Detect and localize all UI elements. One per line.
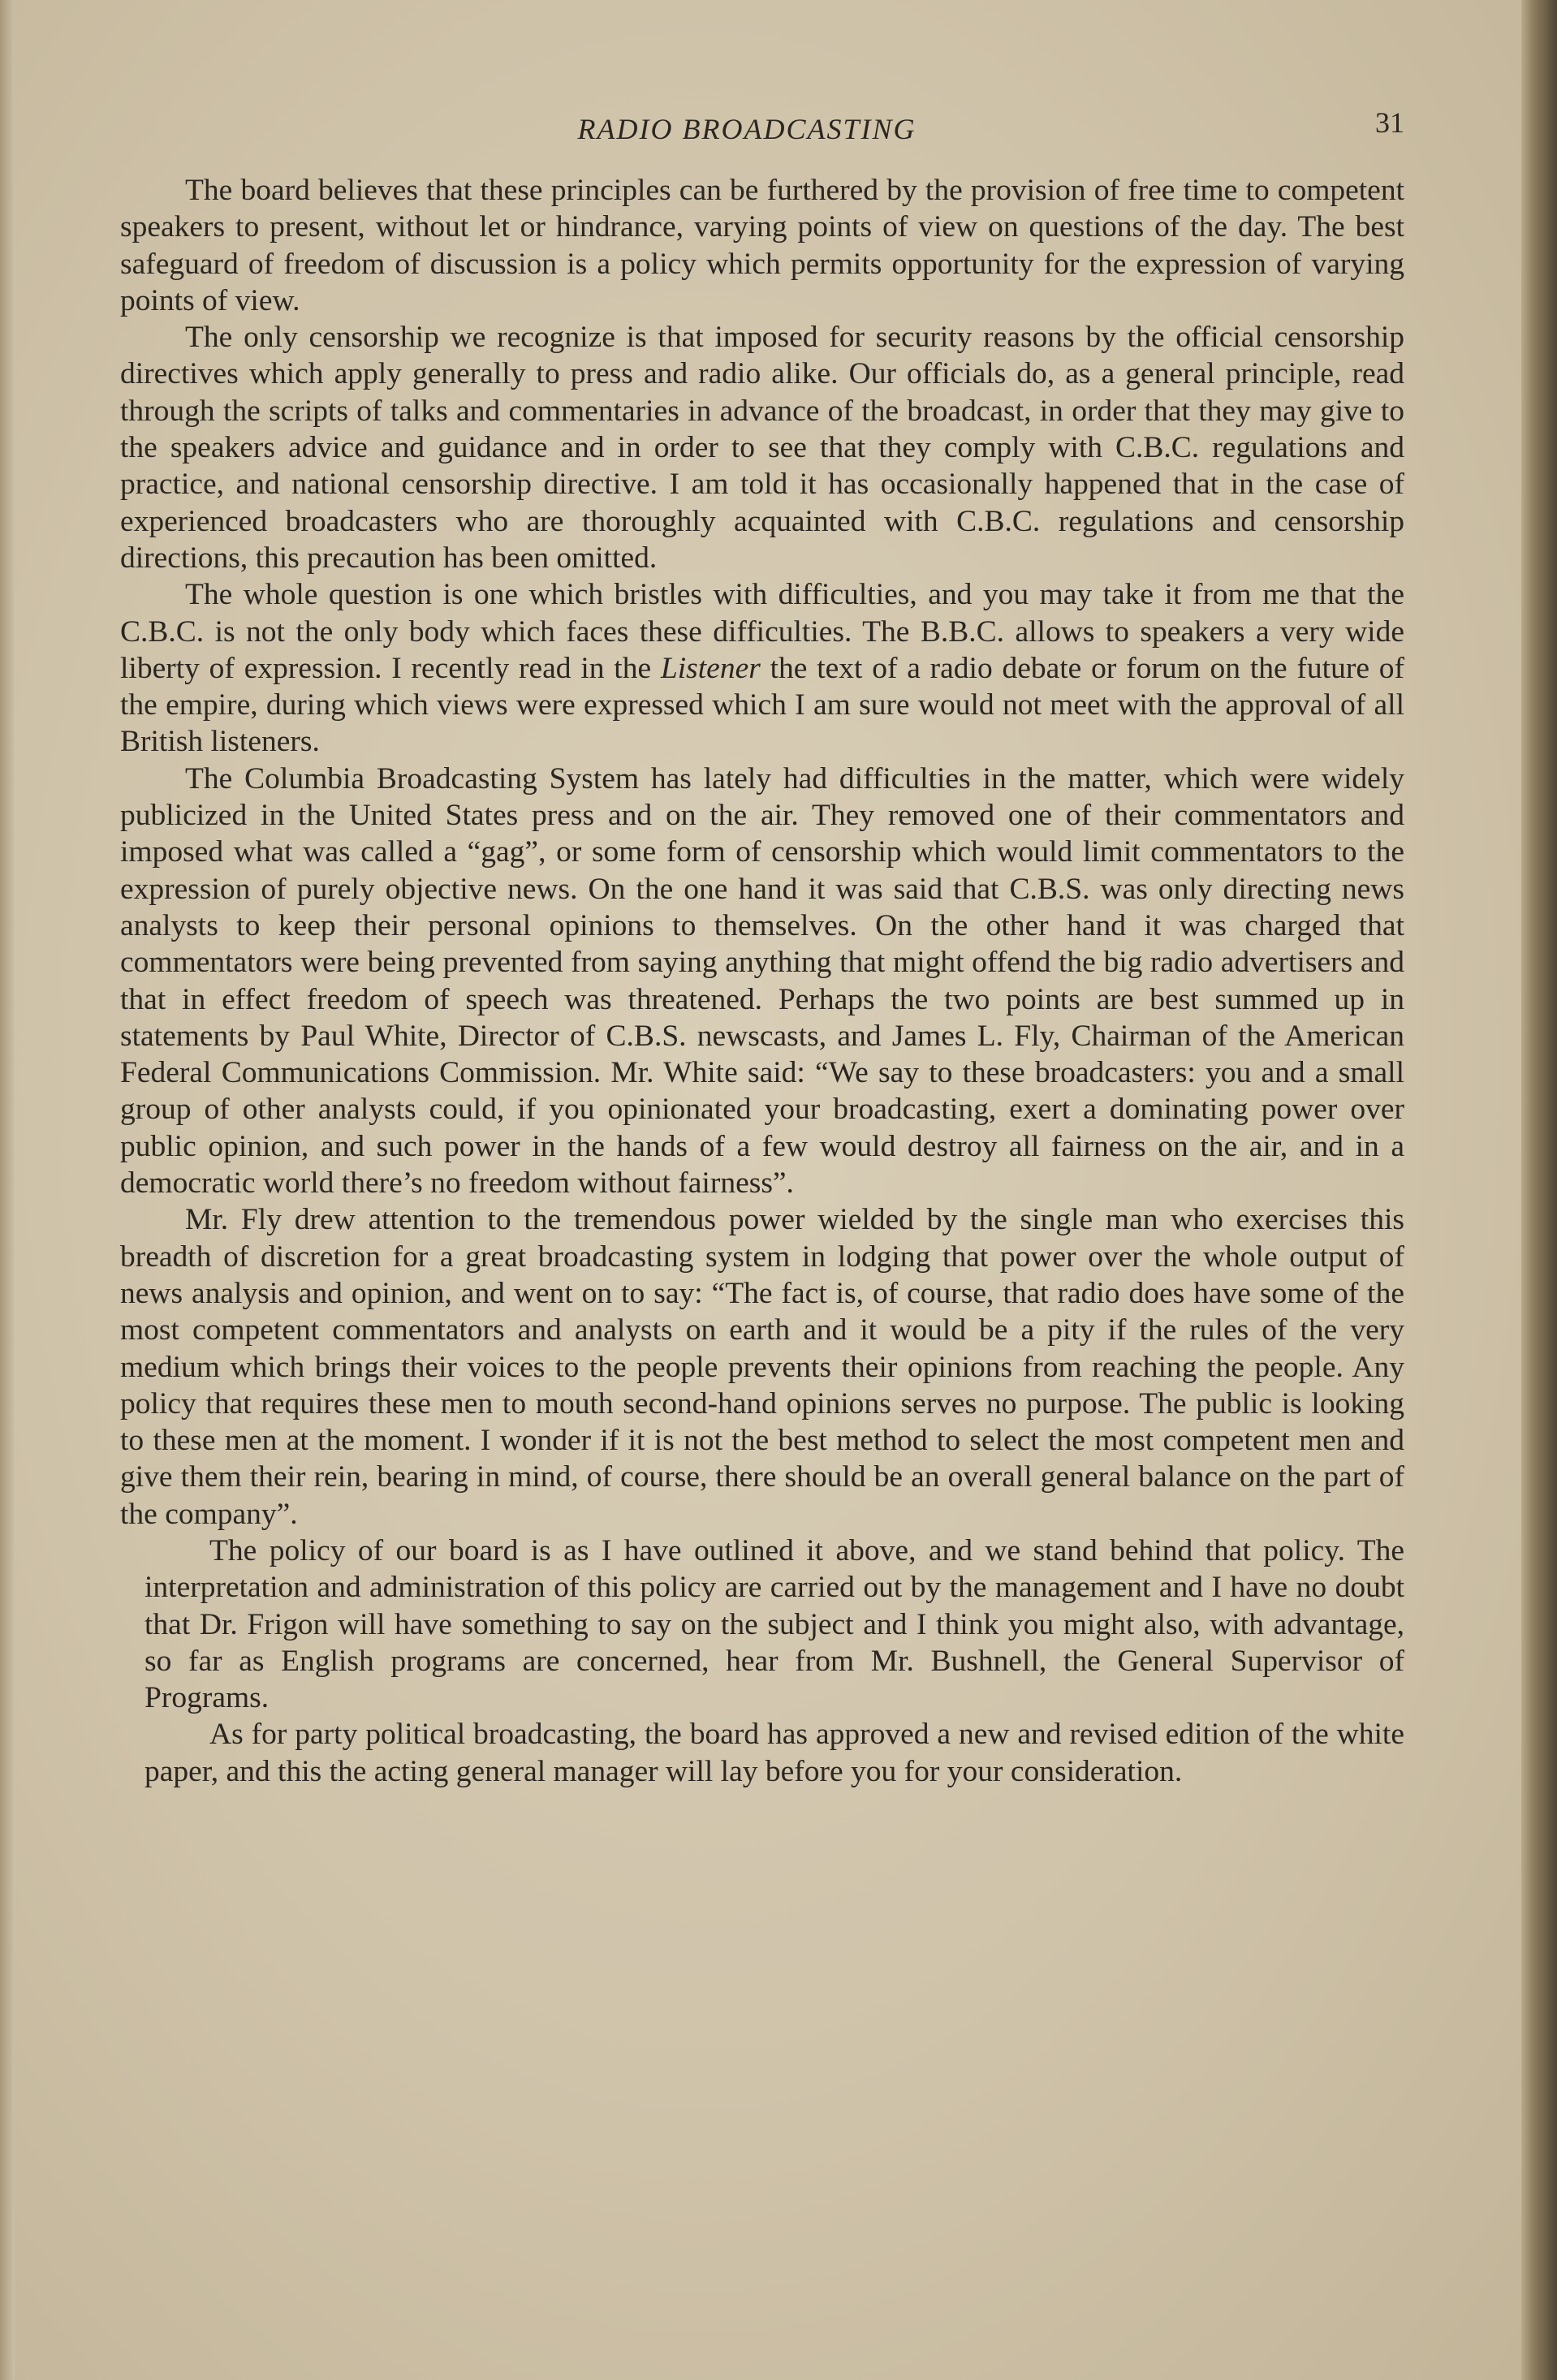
header-title: RADIO BROADCASTING bbox=[577, 113, 917, 145]
paragraph-cbs: The Columbia Broadcasting System has lately had difficulties in the matter, which were widely publicized in the United States press and on the air. They removed one of their commentators and imposed what was called a “gag”, or some form of censorship which would limit commentators to the expression of purely objective news. On the one hand it was said that C.B.S. was only directing news analysts to keep their personal opinions to themselves. On the other hand it was charged that commentators were being prevented from saying anything that might offend the big radio advertisers and that in effect freedom of speech was threatened. Perhaps the two points are best summed up in statements by Paul White, Director of C.B.S. newscasts, and James L. Fly, Chairman of the American Federal Communications Commission. Mr. White said: “We say to these broadcasters: you and a small group of other analysts could, if you opinionated your broadcasting, exert a dominating power over public opinion, and such power in the hands of a few would destroy all fairness on the air, and in a democratic world there’s no freedom without fairness”. bbox=[120, 761, 1404, 1201]
paragraph-censorship: The only censorship we recognize is that imposed for security reasons by the official censorship directives which apply generally to press and radio alike. Our officials do, as a general principle, read through the scripts of talks and commentaries in advance of the broadcast, in order that they may give to the speakers advice and guidance and in order to see that they comply with C.B.C. regulations and practice, and national censorship directive. I am told it has occasionally happened that in the case of experienced broadcasters who are thoroughly acquainted with C.B.C. regulations and censorship directions, this precaution has been omitted. bbox=[120, 321, 1404, 575]
paragraph-board-policy: The policy of our board is as I have outlined it above, and we stand behind that policy. The interpretation and administration of this policy are carried out by the management and I have no doubt that Dr. Frigon will have something to say on the subject and I think you might also, with advantage, so far as English programs are concerned, hear from Mr. Bushnell, the General Supervisor of Programs. bbox=[144, 1533, 1404, 1715]
paragraph-party-political: As for party political broadcasting, the board has approved a new and revised edition of the white paper, and this the acting general manager will lay before you for your consideration. bbox=[144, 1718, 1404, 1788]
book-binding-edge bbox=[1521, 0, 1557, 2380]
paragraph-bbc-before: The whole question is one which bristles with difficulties, and you may take it from me that the C.B.C. is not the only body which faces these difficulties. The B.B.C. allows to speakers a very wide liberty of expression. I recently read in the bbox=[120, 578, 1404, 685]
paragraph-free-time: The board believes that these principles can be furthered by the provision of free time to competent speakers to present, without let or hindrance, varying points of view on questions of the day. The best safeguard of freedom of discussion is a policy which permits opportunity for the expression of varying points of view. bbox=[120, 174, 1404, 317]
page-number: 31 bbox=[1375, 106, 1404, 139]
running-header bbox=[122, 106, 1404, 154]
paragraph-fly: Mr. Fly drew attention to the tremendous power wielded by the single man who exercises this breadth of discretion for a great broadcasting system in lodging that power over the whole output of news analysis and opinion, and went on to say: “The fact is, of course, that radio does have some of the most competent commentators and analysts on earth and it would be a pity if the rules of the very medium which brings their voices to the people prevents their opinions from reaching the people. Any policy that requires these men to mouth second-hand opinions serves no purpose. The public is looking to these men at the moment. I wonder if it is not the best method to select the most competent men and give them their rein, bearing in mind, of course, there should be an overall general balance on the part of the company”. bbox=[120, 1203, 1404, 1531]
paragraph-bbc bbox=[120, 576, 1404, 760]
closing-section bbox=[144, 1533, 1404, 1790]
paragraph-bbc-after: the text of a radio debate or forum on the future of the empire, during which views were expressed which I am sure would not meet with the approval of all British listeners. bbox=[120, 651, 1404, 759]
body-text bbox=[120, 172, 1404, 1790]
listener-title: Listener bbox=[660, 651, 761, 685]
